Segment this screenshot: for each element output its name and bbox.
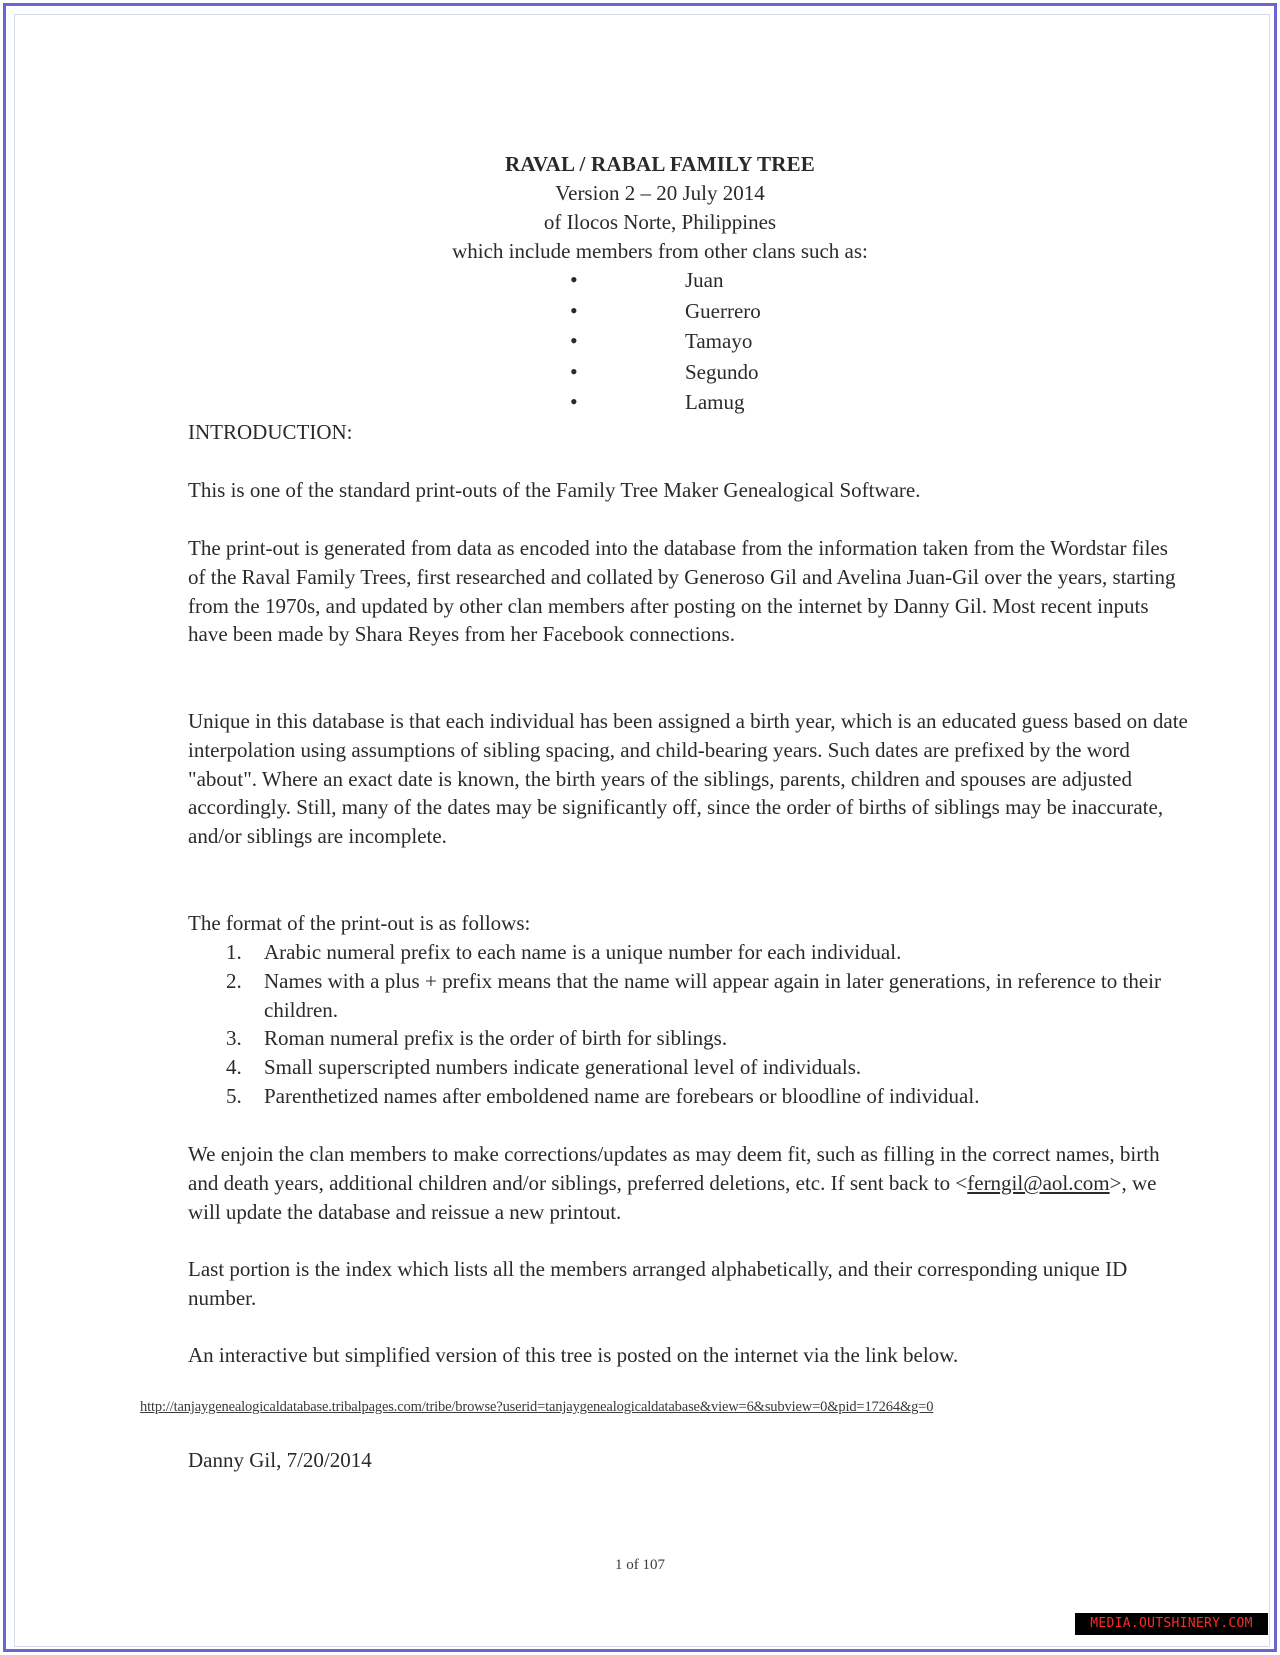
- paragraph-index: Last portion is the index which lists all the members arranged alphabetically, and their corresponding unique ID number.: [188, 1257, 1128, 1310]
- corrections-text-after: >, we will update the database and reissue a new printout.: [188, 1170, 1157, 1224]
- corrections-text-before: We enjoin the clan members to make corrections/updates as may deem fit, such as filling in the correct names, birth and death years, additional children and/or siblings, preferred deletions, etc. If sent back to <: [188, 1142, 1160, 1195]
- format-intro: The format of the print-out is as follows:: [188, 911, 531, 935]
- format-list-item: [188, 967, 1188, 1025]
- clan-list: [570, 265, 761, 418]
- clans-intro-line: which include members from other clans such as:: [452, 239, 868, 263]
- format-item-number: 3.: [226, 1026, 242, 1051]
- paragraph-corrections: [188, 1140, 1188, 1226]
- paragraph-origin-of-data: The print-out is generated from data as encoded into the database from the information taken from the Wordstar files of the Raval Family Trees, first researched and collated by Generoso Gil and Avelina Juan-Gil over the years, starting from the 1970s, and updated by other clan members after posting on the internet by Danny Gil. Most recent inputs have been made by Shara Reyes from her Facebook connections.: [188, 536, 1176, 647]
- clan-list-item: • Guerrero: [570, 296, 761, 327]
- origin-line: of Ilocos Norte, Philippines: [543, 210, 777, 234]
- document-title: RAVAL / RABAL FAMILY TREE: [505, 152, 815, 176]
- version-line: Version 2 – 20 July 2014: [555, 181, 765, 205]
- clan-list-item: • Lamug: [570, 387, 761, 418]
- email-link[interactable]: ferngil@aol.com: [967, 1170, 1110, 1195]
- paragraph-software: This is one of the standard print-outs of the Family Tree Maker Genealogical Software.: [188, 478, 921, 502]
- tree-url-link[interactable]: http://tanjaygenealogicaldatabase.tribalpages.com/tribe/browse?userid=tanjaygenealogicaldatabase&view=6&subview=0&pid=17264&g=0: [140, 1399, 934, 1415]
- introduction-heading: INTRODUCTION:: [188, 420, 353, 444]
- page-number: 1 of 107: [615, 1557, 665, 1573]
- format-list-item: [188, 1082, 1188, 1111]
- clan-list-item: • Segundo: [570, 357, 761, 388]
- format-item-number: 4.: [226, 1055, 242, 1080]
- format-list-item: [188, 1053, 1188, 1082]
- format-item-text: Small superscripted numbers indicate generational level of individuals.: [264, 1055, 862, 1080]
- format-item-text: Parenthetized names after emboldened name are forebears or bloodline of individual.: [264, 1083, 980, 1108]
- format-item-number: 2.: [226, 968, 242, 993]
- format-item-text: Arabic numeral prefix to each name is a unique number for each individual.: [264, 940, 902, 964]
- format-list-item: [188, 938, 1188, 967]
- clan-list-item: • Juan: [570, 265, 761, 296]
- clan-list-item: • Tamayo: [570, 326, 761, 357]
- watermark-badge: MEDIA.OUTSHINERY.COM: [1075, 1613, 1268, 1635]
- signature-line: Danny Gil, 7/20/2014: [188, 1448, 372, 1472]
- format-item-text: Names with a plus + prefix means that the name will appear again in later generations, in reference to their children.: [264, 968, 1162, 1022]
- paragraph-interactive-version: An interactive but simplified version of this tree is posted on the internet via the link below.: [188, 1343, 959, 1367]
- format-list: [188, 938, 1188, 1111]
- paragraph-birth-years: Unique in this database is that each individual has been assigned a birth year, which is an educated guess based on date interpolation using assumptions of sibling spacing, and child-bearing years. Such dates are prefixed by the word "about". Where an exact date is known, the birth years of the siblings, parents, children and spouses are adjusted accordingly. Still, many of the dates may be significantly off, since the order of births of siblings may be inaccurate, and/or siblings are incomplete.: [188, 709, 1188, 849]
- format-list-item: [188, 1024, 1188, 1053]
- format-item-number: 1.: [226, 940, 242, 964]
- title-block: [380, 150, 940, 266]
- format-item-text: Roman numeral prefix is the order of birth for siblings.: [264, 1026, 728, 1051]
- format-item-number: 5.: [226, 1083, 242, 1108]
